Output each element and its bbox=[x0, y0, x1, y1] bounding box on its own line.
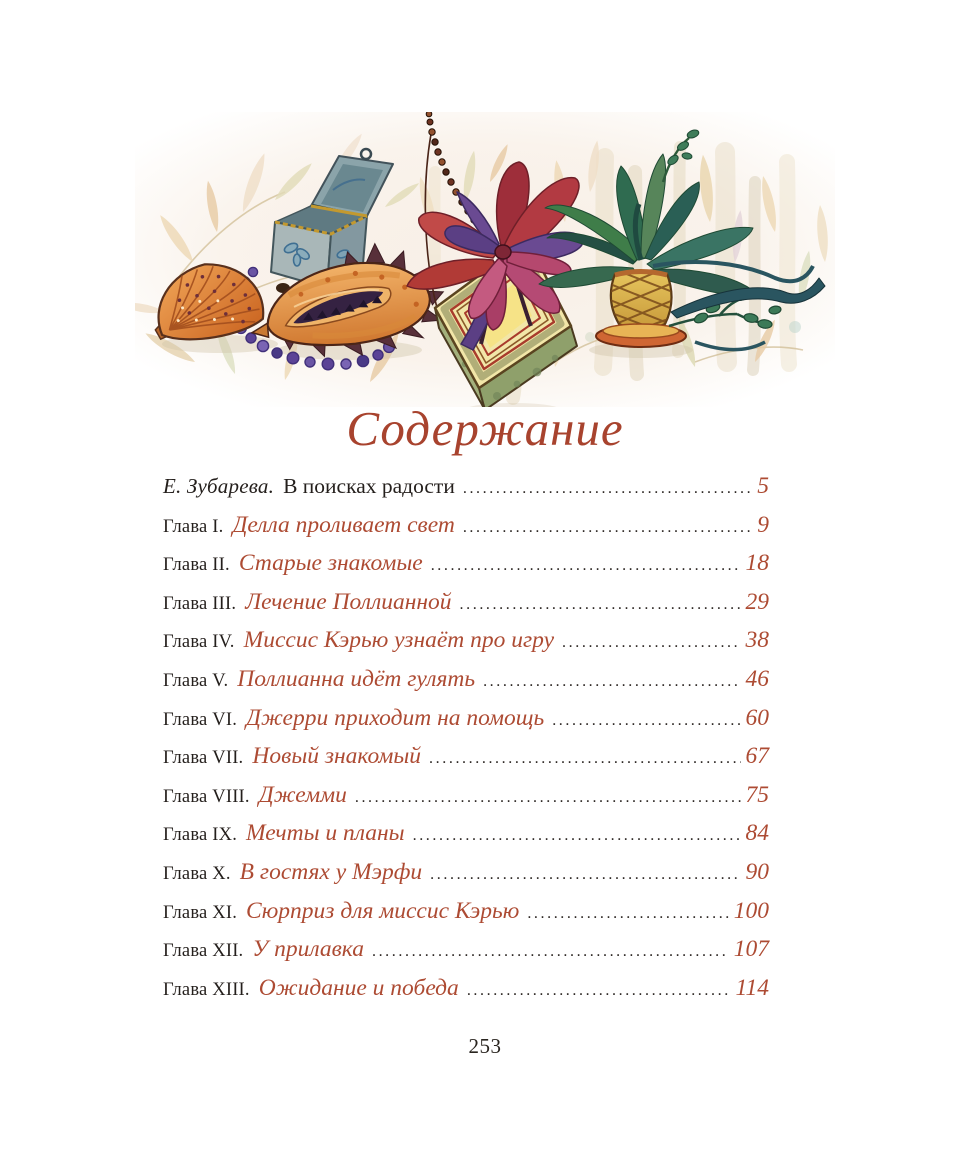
toc-dot-leader bbox=[483, 673, 740, 691]
toc-dot-leader bbox=[552, 712, 740, 730]
toc-entry-label: Глава XI. bbox=[163, 902, 238, 923]
toc-entry-title: Ожидание и победа bbox=[258, 974, 459, 1001]
toc-dot-leader bbox=[463, 480, 752, 498]
toc-dot-leader bbox=[463, 519, 752, 537]
toc-dot-leader bbox=[467, 982, 731, 1000]
toc-entry-page: 60 bbox=[745, 704, 769, 731]
toc-dot-leader bbox=[460, 596, 741, 614]
toc-entry-label: Глава IX. bbox=[163, 825, 238, 846]
toc-entry bbox=[163, 627, 769, 666]
toc-entry-page: 29 bbox=[745, 588, 769, 615]
toc-entry-label: Глава XIII. bbox=[163, 979, 250, 1000]
toc-entry-label: Глава VI. bbox=[163, 709, 238, 730]
toc-dot-leader bbox=[355, 789, 741, 807]
toc-dot-leader bbox=[431, 557, 741, 575]
toc-entry bbox=[163, 782, 769, 821]
toc-entry-label: Глава I. bbox=[163, 516, 224, 537]
toc-entry-page: 38 bbox=[745, 627, 769, 654]
toc-entry bbox=[163, 666, 769, 705]
toc-entry-title: Сюрприз для миссис Кэрью bbox=[246, 897, 520, 924]
toc-entry-label: Глава III. bbox=[163, 593, 237, 614]
header-illustration bbox=[135, 112, 835, 407]
toc-entry-page: 46 bbox=[745, 665, 769, 692]
toc-entry-label: Глава II. bbox=[163, 555, 230, 576]
toc-entry bbox=[163, 550, 769, 589]
toc-entry-title: Джерри приходит на помощь bbox=[246, 704, 545, 731]
toc-entry-title: Лечение Поллианной bbox=[245, 588, 452, 615]
table-of-contents bbox=[163, 473, 769, 1013]
folio-page-number: 253 bbox=[468, 1034, 502, 1058]
toc-dot-leader bbox=[430, 866, 740, 884]
toc-entry bbox=[163, 936, 769, 975]
toc-entry-title: Делла проливает свет bbox=[232, 511, 455, 538]
toc-entry-title: У прилавка bbox=[252, 936, 364, 963]
toc-entry bbox=[163, 820, 769, 859]
toc-entry-label: Глава XII. bbox=[163, 941, 244, 962]
toc-entry-label: Глава IV. bbox=[163, 632, 235, 653]
toc-entry-title: В поисках радости bbox=[283, 474, 455, 498]
toc-entry-label: Глава X. bbox=[163, 863, 231, 884]
toc-dot-leader bbox=[527, 905, 728, 923]
toc-entry-page: 9 bbox=[757, 511, 769, 538]
toc-entry-title: Мечты и планы bbox=[246, 820, 405, 847]
toc-entry-label: Глава V. bbox=[163, 670, 229, 691]
toc-entry bbox=[163, 473, 769, 512]
toc-entry-title: В гостях у Мэрфи bbox=[239, 858, 423, 885]
toc-entry-label: Глава VIII. bbox=[163, 786, 250, 807]
toc-entry bbox=[163, 743, 769, 782]
toc-dot-leader bbox=[413, 827, 741, 845]
toc-entry bbox=[163, 512, 769, 551]
toc-entry-title: Поллианна идёт гулять bbox=[237, 665, 476, 692]
toc-entry-page: 84 bbox=[745, 820, 769, 847]
toc-entry-page: 67 bbox=[745, 743, 769, 770]
toc-entry-title: Старые знакомые bbox=[238, 550, 423, 577]
toc-entry-page: 100 bbox=[733, 897, 769, 924]
toc-entry-title: Новый знакомый bbox=[252, 743, 422, 770]
toc-entry-title: Джемми bbox=[258, 781, 347, 808]
toc-entry-page: 114 bbox=[735, 974, 769, 1001]
toc-dot-leader bbox=[429, 750, 740, 768]
toc-entry bbox=[163, 975, 769, 1014]
toc-entry bbox=[163, 705, 769, 744]
toc-entry bbox=[163, 898, 769, 937]
toc-dot-leader bbox=[372, 943, 729, 961]
toc-dot-leader bbox=[562, 634, 740, 652]
page-title: Содержание bbox=[346, 401, 624, 456]
toc-entry bbox=[163, 589, 769, 628]
toc-entry bbox=[163, 859, 769, 898]
toc-entry-page: 18 bbox=[745, 550, 769, 577]
toc-entry-label: Е. Зубарева. bbox=[163, 474, 275, 498]
toc-entry-page: 90 bbox=[745, 858, 769, 885]
toc-entry-page: 75 bbox=[745, 781, 769, 808]
toc-entry-page: 107 bbox=[733, 936, 769, 963]
toc-entry-label: Глава VII. bbox=[163, 748, 244, 769]
toc-entry-title: Миссис Кэрью узнаёт про игру bbox=[243, 627, 555, 654]
toc-entry-page: 5 bbox=[757, 473, 769, 499]
